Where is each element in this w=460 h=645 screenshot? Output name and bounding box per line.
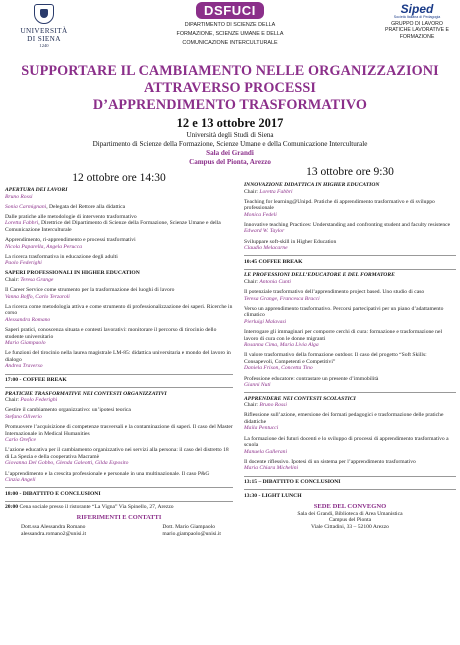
talk-authors: Paolo Federighi (5, 260, 42, 267)
session-title: 17:00 - COFFEE BREAK (5, 377, 67, 384)
talk-title: Professione educatore: contrastare un presente d’immobilità (244, 375, 379, 382)
program-entry (5, 204, 233, 211)
program-entry (244, 182, 456, 195)
program-entry (5, 254, 233, 267)
siped-line: FORMAZIONE (399, 33, 435, 40)
dsfuci-line: DIPARTIMENTO DI SCIENZE DELLA (184, 22, 276, 28)
talk-authors: Teresa Grange, Francesca Bracci (244, 295, 320, 302)
program-entry (5, 487, 233, 497)
program-entry (244, 222, 456, 235)
program-entry (244, 352, 456, 372)
contact-name: Dott. Mario Giampaolo (162, 524, 216, 531)
talk-authors: Claudio Melacarne (244, 245, 288, 252)
talk-title: Innovative teaching Practices: Understanding and confronting student and faculty resistence (244, 221, 451, 228)
program-entry (244, 269, 456, 286)
program-entry (5, 214, 233, 234)
chair-label: Chair: (244, 278, 260, 285)
talk-title: Promuovere l’acquisizione di competenze trasversali e la contaminazione di saperi. Il caso del Master Internazionale in Medical Humanities (5, 424, 233, 437)
talk-title: Le funzioni del tirocinio nella laurea magistrale LM-85: didattica universitaria e mondo del lavoro in dialogo (5, 350, 231, 363)
talk-authors: Mario Giampaolo (5, 340, 46, 347)
venue-line: Campus del Pionta (328, 517, 372, 524)
dsfuci-logo-text: DSFUCI (196, 2, 264, 19)
day1-program (5, 187, 233, 511)
program-entry (244, 329, 456, 349)
talk-title: La formazione dei futuri docenti e lo sviluppo di processi di apprendimento trasformativo a scuola (244, 435, 449, 449)
dsfuci-logo (150, 2, 310, 46)
contact-name: Dott.ssa Alessandra Romano (21, 524, 86, 531)
chair-name: Loretta Fabbri (259, 188, 293, 195)
day1-column (5, 171, 233, 538)
title-line: D’APPRENDIMENTO TRASFORMATIVO (92, 97, 368, 113)
talk-authors: Nicola Paparella, Angela Perucca (5, 243, 83, 250)
talk-authors: Daniela Frison, Concetta Tino (244, 365, 313, 372)
program-entry (5, 387, 233, 404)
talk-authors: Gianni Nuti (244, 382, 271, 389)
talk-note: , Direttrice del Dipartimento di Scienze della Formazione, Scienze Umane e della Comunicazione Interculturale (5, 220, 221, 233)
program-entry (5, 374, 233, 384)
program-entry (244, 289, 456, 302)
siped-line: GRUPPO DI LAVORO (391, 21, 443, 27)
program-entry (5, 424, 233, 444)
unisi-line1: UNIVERSITÀ (20, 27, 68, 35)
venue-line: Sala dei Grandi, Biblioteca di Area Umanistica (297, 510, 403, 517)
venue-block (244, 503, 456, 531)
talk-authors: Edward W. Taylor (244, 228, 285, 235)
talk-authors: Monica Fedeli (244, 211, 277, 218)
talk-title: Riflessione sull’azione, emersione dei formati pedagogici e trasformazione delle pratiche didattiche (244, 412, 444, 425)
talk-title: Il valore trasformativo della formazione outdoor. Il caso del progetto “Soft Skills: Consapevoli, Competenti e Competitivi” (244, 352, 427, 365)
venue-campus: Campus del Pionta, Arezzo (189, 157, 271, 166)
program-entry (5, 287, 233, 300)
program-entry (5, 304, 233, 324)
program-entry (5, 237, 233, 250)
talk-title: Dalle pratiche alle metodologie di intervento trasformativo (5, 213, 137, 220)
header (0, 0, 460, 64)
program-entry (5, 471, 233, 484)
talk-title: La ricerca come metodologia attiva e come strumento di professionalizzazione dei saperi. Ricerche in corso (5, 303, 233, 317)
dsfuci-line: FORMAZIONE, SCIENZE UMANE E DELLA (176, 30, 284, 37)
title-line: SUPPORTARE IL CAMBIAMENTO NELLE ORGANIZZAZIONI (21, 63, 439, 79)
talk-title: Teaching for learning@Unipd. Pratiche di apprendimento trasformativo e di sviluppo professionale (244, 198, 435, 212)
program-entry (244, 255, 456, 265)
talk-authors: Maria Chiara Michelini (244, 465, 299, 472)
session-title: PRATICHE TRASFORMATIVE NEI CONTESTI ORGANIZZATIVI (5, 390, 167, 397)
department-name: Dipartimento di Scienze della Formazione, Scienze Umane e della Comunicazione Interculturale (92, 140, 368, 148)
program-entry (244, 459, 456, 472)
venue-line: Viale Cittadini, 33 – 52100 Arezzo (311, 524, 389, 531)
talk-authors: Manuela Gallerani (244, 448, 288, 455)
program-entry (244, 392, 456, 409)
talk-authors: Stefano Oliverio (5, 413, 42, 420)
chair-label: Chair: (5, 276, 21, 283)
venue-room: Sala dei Grandi (206, 149, 254, 157)
session-title: 10:45 COFFEE BREAK (244, 258, 303, 265)
contacts (5, 524, 233, 537)
chair-name: Teresa Grange (20, 276, 54, 283)
talk-title: Apprendimento, ri-apprendimento e processi trasformativi (5, 237, 136, 244)
chair-name: Antonia Cunti (259, 278, 291, 285)
program-entry (5, 407, 233, 420)
university-name: Università degli Studi di Siena (186, 131, 274, 139)
session-title: 13:30 - LIGHT LUNCH (244, 492, 302, 499)
talk-title: Il Career Service come strumento per la trasformazione dei luoghi di lavoro (5, 287, 175, 294)
talk-title: La ricerca trasformativa in educazione degli adulti (5, 253, 118, 260)
program-entry (244, 436, 456, 456)
chair-name: Bruno Rossi (259, 402, 287, 409)
chair-name: Paolo Federighi (20, 397, 58, 404)
program-entry (5, 187, 233, 200)
talk-authors: Loretta Fabbri (5, 220, 39, 227)
talk-authors: Giovanna Del Gobbo, Glenda Galeotti, Gilda Esposito (5, 460, 129, 467)
day2-heading: 13 ottobre ore 9:30 (306, 166, 394, 178)
talk-authors: Cinzia Angeli (5, 477, 36, 484)
unisi-logo (14, 4, 74, 48)
unisi-crest-icon (34, 4, 54, 24)
talk-title: L’apprendimento e la crescita professionale e personale in una multinazionale. Il caso P&G (5, 470, 210, 477)
talk-authors: Pierluigi Malavasi (244, 318, 287, 325)
program-entry (244, 476, 456, 486)
session-title: LE PROFESSIONI DELL’EDUCATORE E DEL FORMATORE (244, 272, 395, 279)
program-entry (5, 447, 233, 467)
contacts-heading: RIFERIMENTI E CONTATTI (76, 514, 162, 522)
dsfuci-line: COMUNICAZIONE INTERCULTURALE (182, 39, 278, 46)
talk-title: Il potenziale trasformativo dell’apprendimento project based. Uno studio di caso (244, 289, 425, 296)
session-title: 20:00 (5, 504, 19, 511)
title-block (0, 63, 460, 166)
program-entry (244, 489, 456, 499)
program-entry (244, 412, 456, 432)
program-entry (244, 306, 456, 326)
talk-title: Gestire il cambiamento organizzativo: un’ipotesi teorica (5, 407, 131, 414)
program-entry (244, 376, 456, 389)
title-line: ATTRAVERSO PROCESSI (143, 80, 317, 96)
program-entry (5, 501, 233, 511)
talk-authors: Alessandra Romano (5, 316, 51, 323)
session-title: 18:00 - DIBATTITO E CONCLUSIONI (5, 490, 101, 497)
venue-heading: SEDE DEL CONVEGNO (313, 502, 387, 510)
contact-email[interactable]: alessandra.romano2@unisi.it (21, 531, 87, 538)
talk-title: Verso un apprendimento trasformativo. Percorsi partecipativi per un piano d’adattamento climatico (244, 305, 444, 319)
session-title: APERTURA DEI LAVORI (5, 187, 68, 193)
program-entry (5, 270, 233, 283)
talk-title: Cena sociale presso il ristorante “La Vigna” Via Spinello, 27, Arezzo (18, 504, 174, 511)
program-entry (244, 239, 456, 252)
contact-email[interactable]: mario.giampaolo@unisi.it (162, 531, 221, 538)
chair-label: Chair: (244, 402, 260, 409)
talk-authors: Vanna Boffo, Carlo Terzaroli (5, 293, 70, 300)
session-title: INNOVAZIONE DIDATTICA IN HIGHER EDUCATION (244, 182, 380, 188)
siped-sub: Società Italiana di Pedagogia (393, 15, 441, 19)
day2-program (244, 182, 456, 499)
session-title: 13:15 – DIBATTITO E CONCLUSIONI (244, 479, 341, 486)
siped-logo-text: Siped (400, 2, 434, 16)
chair-label: Chair: (244, 188, 260, 195)
unisi-line3: 1240 (39, 43, 49, 48)
talk-title: Il docente riflessivo. Ipotesi di un sistema per l’apprendimento trasformativo (244, 458, 416, 465)
siped-line: PRATICHE LAVORATIVE E (385, 27, 449, 34)
talk-note: , Delegata del Rettore alla didattica (46, 203, 126, 210)
session-title: APPRENDERE NEI CONTESTI SCOLASTICI (244, 395, 356, 402)
program-entry (244, 199, 456, 219)
talk-title: Saperi pratici, conoscenza situata e contesti lavorativi: monitorare il percorso di tirocinio dello studente universitario (5, 327, 217, 340)
day1-heading: 12 ottobre ore 14:30 (72, 172, 166, 184)
program-entry (5, 350, 233, 370)
talk-title: L’azione educativa per il cambiamento organizzativo nei servizi alla persona: il caso del distretto 18 di La Spezia e della cooperativa Macramè (5, 447, 229, 460)
contact-2 (162, 524, 221, 537)
talk-authors: Carlo Orefice (5, 437, 37, 444)
talk-authors: Sonia Carmignani (5, 203, 47, 210)
chair-label: Chair: (5, 397, 21, 404)
talk-authors: Rosanna Cima, Maria Livia Alga (244, 342, 319, 349)
unisi-line2: DI SIENA (27, 35, 61, 43)
contact-1 (21, 524, 86, 537)
talk-title: Sviluppare soft-skill in Higher Education (244, 238, 337, 245)
talk-authors: Maila Pentucci (244, 425, 279, 432)
event-dates: 12 e 13 ottobre 2017 (176, 116, 284, 130)
session-title: SAPERI PROFESSIONALI IN HIGHER EDUCATION (5, 270, 140, 277)
program-entry (5, 327, 233, 347)
talk-authors: Andrea Traverso (5, 363, 43, 370)
day2-column (244, 165, 456, 531)
talk-title: Interrogare gli immaginari per comporre cerchi di cura: formazione e trasformazione nel lavoro di cura con le donne migranti (244, 329, 443, 342)
siped-logo (378, 3, 456, 40)
talk-authors: Bruno Rossi (5, 193, 33, 200)
